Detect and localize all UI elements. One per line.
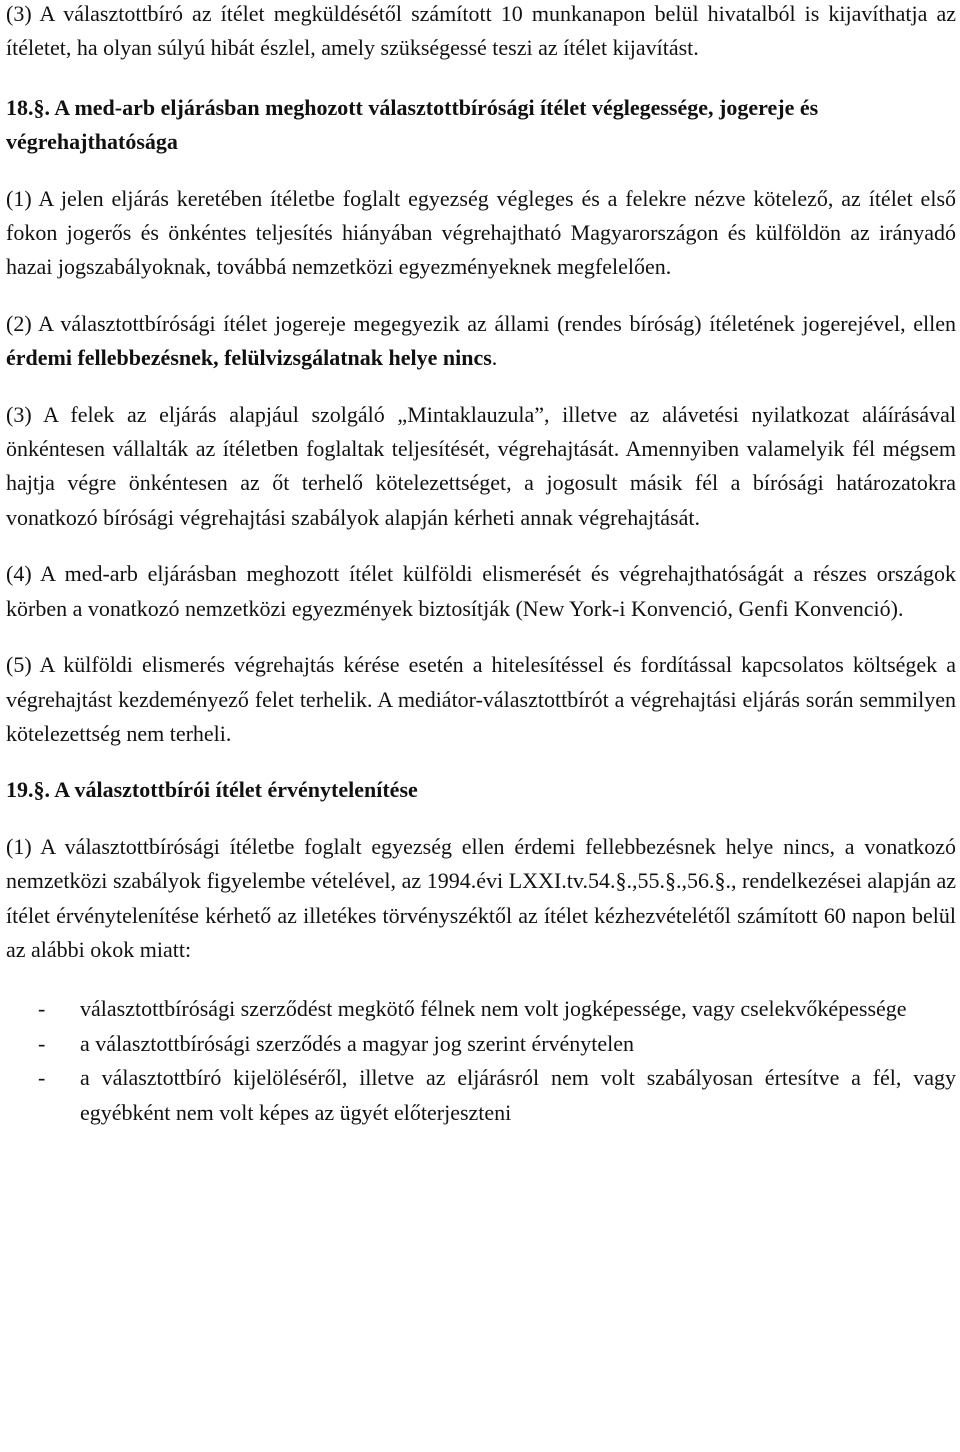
paragraph-18-2-bold: érdemi fellebbezésnek, felülvizsgálatnak helye nincs	[6, 345, 492, 371]
paragraph-18-2	[6, 307, 956, 376]
section-heading-18: 18.§. A med-arb eljárásban meghozott választottbírósági ítélet véglegessége, jogereje és végrehajthatósága	[6, 94, 819, 155]
list-dash: -	[38, 1065, 46, 1091]
paragraph-18-1: (1) A jelen eljárás keretében ítéletbe foglalt egyezség végleges és a felekre nézve kötelező, az ítélet első fokon jogerős és önkéntes teljesítés hiányában végrehajtható Magyarországon és külföldön az irányadó hazai jogszabályoknak, továbbá nemzetközi egyezményeknek megfelelően.	[6, 185, 956, 280]
list-item-text: a választottbíró kijelöléséről, illetve az eljárásról nem volt szabályosan értesítve a fél, vagy egyébként nem volt képes az ügyét előterjeszteni	[80, 1065, 956, 1125]
section-heading-19: 19.§. A választottbírói ítélet érvénytelenítése	[6, 777, 418, 803]
paragraph-18-2-text: (2) A választottbírósági ítélet jogereje megegyezik az állami (rendes bíróság) ítéletének jogerejével, ellen	[6, 310, 956, 336]
list-dash: -	[38, 1030, 46, 1056]
list-item-text: választottbírósági szerződést megkötő félnek nem volt jogképessége, vagy cselekvőképessége	[80, 996, 907, 1022]
paragraph-18-3-top: (3) A választottbíró az ítélet megküldésétől számított 10 munkanapon belül hivatalból is kijavíthatja az ítéletet, ha olyan súlyú hibát észlel, amely szükségessé teszi az ítélet kijavítást.	[6, 1, 956, 61]
paragraph-18-5: (5) A külföldi elismerés végrehajtás kérése esetén a hitelesítéssel és fordítással kapcsolatos költségek a végrehajtást kezdeményező felet terhelik. A mediátor-választottbírót a végrehajtási eljárás során semmilyen kötelezettség nem terheli.	[6, 652, 956, 746]
list-item	[6, 992, 956, 1026]
grounds-list	[6, 992, 956, 1130]
list-item	[6, 1061, 956, 1130]
document-page	[6, 0, 956, 1130]
list-dash: -	[38, 996, 46, 1022]
paragraph-18-4: (4) A med-arb eljárásban meghozott ítélet külföldi elismerését és végrehajthatóságát a részes országok körben a vonatkozó nemzetközi egyezmények biztosítják (New York-i Konvenció, Genfi Konvenció).	[6, 561, 956, 621]
list-item-text: a választottbírósági szerződés a magyar jog szerint érvénytelen	[80, 1030, 635, 1056]
paragraph-18-3: (3) A felek az eljárás alapjául szolgáló „Mintaklauzula”, illetve az alávetési nyilatkozat aláírásával önkéntesen vállalták az ítéletben foglaltak teljesítését, végrehajtását. Amennyiben valamelyik fél mégsem hajtja végre önkéntesen az őt terhelő kötelezettséget, a jogosult másik fél a bírósági határozatokra vonatkozó bírósági végrehajtási szabályok alapján kérheti annak végrehajtását.	[6, 401, 956, 530]
paragraph-19-1: (1) A választottbírósági ítéletbe foglalt egyezség ellen érdemi fellebbezésnek helye nincs, a vonatkozó nemzetközi szabályok figyelembe vételével, az 1994.évi LXXI.tv.54.§.,55.§.,56.§., rendelkezései alapján az ítélet érvénytelenítése kérhető az illetékes törvényszéktől az ítélet kézhezvételétől számított 60 napon belül az alábbi okok miatt:	[6, 833, 956, 962]
list-item	[6, 1027, 956, 1061]
paragraph-18-2-end: .	[491, 345, 498, 371]
